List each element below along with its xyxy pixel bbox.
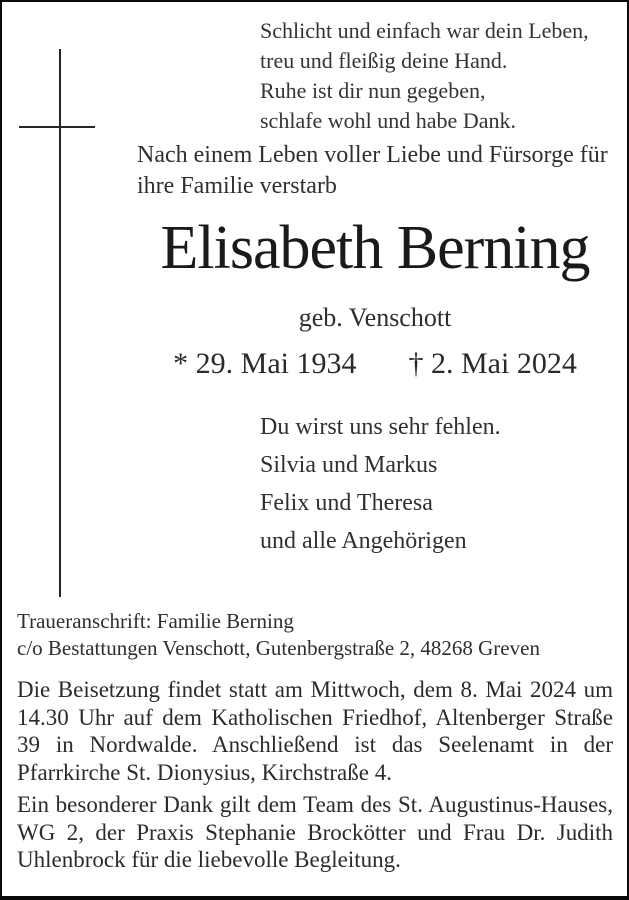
cross-icon-vertical-bar [59,49,61,597]
thanks-paragraph: Ein besonderer Dank gilt dem Team des St. Augustinus-Hauses, WG 2, der Praxis Stephanie Brockötter und Frau Dr. Judith Uhlenbrock für die liebevolle Begleitung. [17,792,613,872]
poem-line: treu und fleißig deine Hand. [260,48,508,73]
mourning-address-detail: c/o Bestattungen Venschott, Gutenbergstraße 2, 48268 Greven [17,636,540,660]
cross-icon-horizontal-bar [19,126,95,128]
birth-date: * 29. Mai 1934 [173,347,357,380]
memorial-poem [260,16,589,136]
mourner-line: und alle Angehörigen [260,528,467,554]
mourner-line: Silvia und Markus [260,452,438,478]
intro-line: ihre Familie verstarb [137,173,337,199]
farewell-line: Du wirst uns sehr fehlen. [260,414,501,440]
death-date: † 2. Mai 2024 [408,347,577,380]
poem-line: Ruhe ist dir nun gegeben, [260,78,486,103]
life-dates [125,344,625,384]
mourners-block [260,408,501,560]
mourning-address-label: Traueranschrift: Familie Berning [17,609,294,633]
deceased-name: Elisabeth Berning [160,214,590,282]
poem-line: schlafe wohl und habe Dank. [260,108,516,133]
intro-text [137,140,608,202]
funeral-information: Die Beisetzung findet statt am Mittwoch, dem 8. Mai 2024 um 14.30 Uhr auf dem Katholischen Friedhof, Altenberger Straße 39 in Nordwalde. Anschließend ist das Seelenamt in der Pfarrkirche St. Dionysius, Kirchstraße 4. [17,677,613,785]
mourning-address [17,608,540,662]
intro-line: Nach einem Leben voller Liebe und Fürsorge für [137,142,608,168]
poem-line: Schlicht und einfach war dein Leben, [260,18,589,43]
maiden-name: geb. Venschott [298,303,452,332]
mourner-line: Felix und Theresa [260,490,433,516]
